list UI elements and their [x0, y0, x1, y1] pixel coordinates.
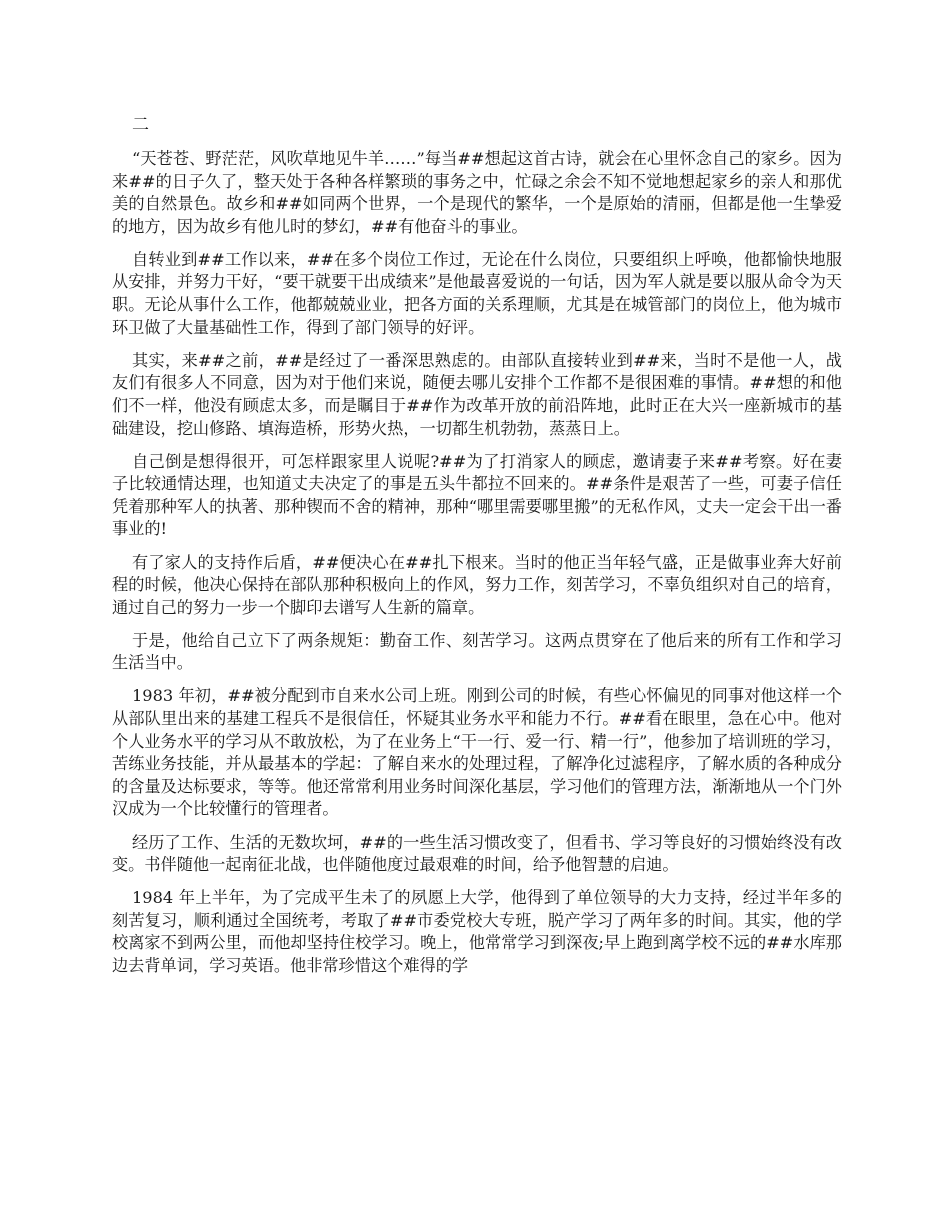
document-page [112, 112, 842, 988]
paragraph-2: 自转业到##工作以来，##在多个岗位工作过，无论在什么岗位，只要组织上呼唤，他都愉快地服从安排，并努力干好，“要干就要干出成绩来”是他最喜爱说的一句话，因为军人就是要以服从命令为天职。无论从事什么工作，他都兢兢业业，把各方面的关系理顺，尤其是在城管部门的岗位上，他为城市环卫做了大量基础性工作，得到了部门领导的好评。 [112, 249, 842, 337]
paragraph-8: 经历了工作、生活的无数坎坷，##的一些生活习惯改变了，但看书、学习等良好的习惯始终没有改变。书伴随他一起南征北战，也伴随他度过最艰难的时间，给予他智慧的启迪。 [112, 832, 842, 875]
paragraph-5: 有了家人的支持作后盾，##便决心在##扎下根来。当时的他正当年轻气盛，正是做事业奔大好前程的时候，他决心保持在部队那种积极向上的作风，努力工作，刻苦学习，不辜负组织对自己的培育，通过自己的努力一步一个脚印去谱写人生新的篇章。 [112, 552, 842, 617]
paragraph-1: “天苍苍、野茫茫，风吹草地见牛羊……”每当##想起这首古诗，就会在心里怀念自己的家乡。因为来##的日子久了，整天处于各种各样繁琐的事务之中，忙碌之余会不知不觉地想起家乡的亲人和那优美的自然景色。故乡和##如同两个世界，一个是现代的繁华，一个是原始的清丽，但都是他一生挚爱的地方，因为故乡有他儿时的梦幻，##有他奋斗的事业。 [112, 149, 842, 236]
paragraph-7: 1983 年初，##被分配到市自来水公司上班。刚到公司的时候，有些心怀偏见的同事对他这样一个从部队里出来的基建工程兵不是很信任，怀疑其业务水平和能力不行。##看在眼里，急在心中。他对个人业务水平的学习从不敢放松，为了在业务上“干一行、爱一行、精一行”，他参加了培训班的学习，苦练业务技能，并从最基本的学起：了解自来水的处理过程，了解净化过滤程序，了解水质的各种成分的含量及达标要求，等等。他还常常利用业务时间深化基层，学习他们的管理方法，渐渐地从一个门外汉成为一个比较懂行的管理者。 [112, 686, 842, 819]
paragraph-3: 其实，来##之前，##是经过了一番深思熟虑的。由部队直接转业到##来，当时不是他一人，战友们有很多人不同意，因为对于他们来说，随便去哪儿安排个工作都不是很困难的事情。##想的和他们不一样，他没有顾虑太多，而是瞩目于##作为改革开放的前沿阵地，此时正在大兴一座新城市的基础建设，挖山修路、填海造桥，形势火热，一切都生机勃勃，蒸蒸日上。 [112, 350, 842, 438]
paragraph-9: 1984 年上半年，为了完成平生未了的夙愿上大学，他得到了单位领导的大力支持，经过半年多的刻苦复习，顺利通过全国统考，考取了##市委党校大专班，脱产学习了两年多的时间。其实，他的学校离家不到两公里，而他却坚持住校学习。晚上，他常常学习到深夜;早上跑到离学校不远的##水库那边去背单词，学习英语。他非常珍惜这个难得的学 [112, 888, 842, 975]
section-heading: 二 [132, 115, 149, 135]
paragraph-4: 自己倒是想得很开，可怎样跟家里人说呢?##为了打消家人的顾虑，邀请妻子来##考察。好在妻子比较通情达理，也知道丈夫决定了的事是五头牛都拉不回来的。##条件是艰苦了一些，可妻子信任凭着那种军人的执著、那种锲而不舍的精神，那种“哪里需要哪里搬”的无私作风，丈夫一定会干出一番事业的! [112, 451, 842, 539]
paragraph-6: 于是，他给自己立下了两条规矩：勤奋工作、刻苦学习。这两点贯穿在了他后来的所有工作和学习生活当中。 [112, 630, 842, 673]
